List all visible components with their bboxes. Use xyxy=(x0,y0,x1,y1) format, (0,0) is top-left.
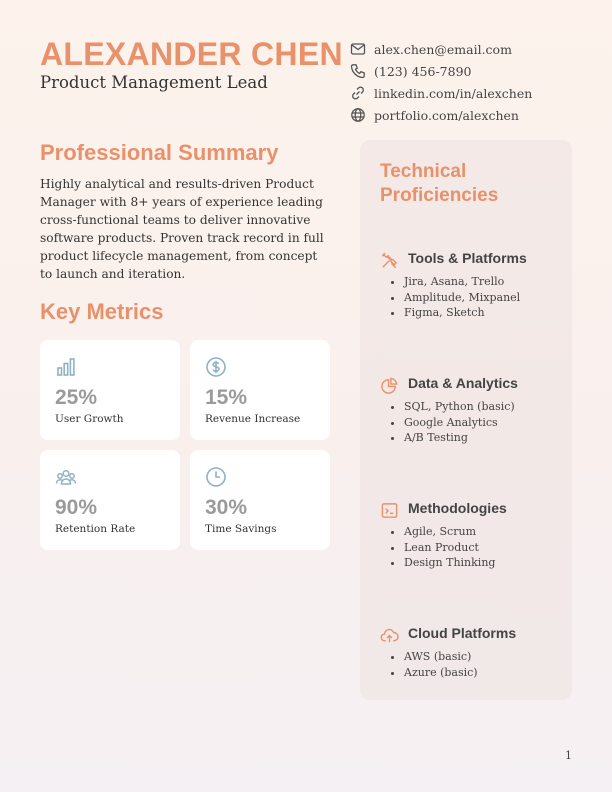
terminal-icon xyxy=(380,501,399,520)
contact-linkedin[interactable] xyxy=(350,82,580,104)
candidate-name: ALEXANDER CHEN xyxy=(40,36,343,72)
technical-panel xyxy=(360,140,572,700)
globe-icon xyxy=(350,107,366,123)
cloud-upload-icon xyxy=(380,626,399,645)
envelope-icon xyxy=(350,41,366,57)
contact-phone[interactable] xyxy=(350,60,580,82)
metric-label: Retention Rate xyxy=(55,523,136,535)
metric-label: Time Savings xyxy=(205,523,277,535)
contact-email[interactable] xyxy=(350,38,580,60)
category-list xyxy=(380,274,565,321)
summary-title: Professional Summary xyxy=(40,140,279,165)
phone-text: (123) 456-7890 xyxy=(374,63,472,79)
technical-title: Technical Proficiencies xyxy=(380,161,499,206)
bar-chart-icon xyxy=(55,356,77,378)
category-cloud xyxy=(380,623,565,680)
category-name: Data & Analytics xyxy=(408,375,518,391)
pie-chart-icon xyxy=(380,376,399,395)
metric-card-retention xyxy=(40,450,180,550)
metric-card-revenue xyxy=(190,340,330,440)
email-text: alex.chen@email.com xyxy=(374,41,512,57)
list-item: • A/B Testing xyxy=(404,430,565,446)
category-name: Tools & Platforms xyxy=(408,250,527,266)
summary-text: Highly analytical and results-driven Product Manager with 8+ years of experience leading cross-functional teams to deliver innovative software products. Proven track record in full product lifecycle management, from concept to launch and iteration. xyxy=(40,177,324,281)
metric-value: 30% xyxy=(205,496,248,519)
metric-label: Revenue Increase xyxy=(205,413,301,425)
list-item: • SQL, Python (basic) xyxy=(404,399,565,415)
list-item: • Amplitude, Mixpanel xyxy=(404,290,565,306)
list-item: • Agile, Scrum xyxy=(404,524,565,540)
dollar-circle-icon xyxy=(205,356,227,378)
category-list xyxy=(380,524,565,571)
category-tools xyxy=(380,248,565,321)
category-list xyxy=(380,399,565,446)
list-item: • Google Analytics xyxy=(404,415,565,431)
tools-icon xyxy=(380,251,399,270)
metric-label: User Growth xyxy=(55,413,124,425)
list-item: • AWS (basic) xyxy=(404,649,565,665)
link-icon xyxy=(350,85,366,101)
list-item: • Azure (basic) xyxy=(404,665,565,681)
candidate-role: Product Management Lead xyxy=(40,73,268,92)
users-icon xyxy=(55,466,77,488)
metric-card-user-growth xyxy=(40,340,180,440)
metrics-title: Key Metrics xyxy=(40,299,164,324)
category-list xyxy=(380,649,565,680)
metric-card-time-savings xyxy=(190,450,330,550)
metric-value: 15% xyxy=(205,386,248,409)
list-item: • Jira, Asana, Trello xyxy=(404,274,565,290)
category-methodologies xyxy=(380,498,565,571)
category-name: Methodologies xyxy=(408,500,507,516)
clock-icon xyxy=(205,466,227,488)
contact-portfolio[interactable] xyxy=(350,104,580,126)
category-name: Cloud Platforms xyxy=(408,625,517,641)
phone-icon xyxy=(350,63,366,79)
metric-value: 90% xyxy=(55,496,98,519)
page-number: 1 xyxy=(565,749,572,762)
list-item: • Lean Product xyxy=(404,540,565,556)
list-item: • Design Thinking xyxy=(404,555,565,571)
linkedin-text: linkedin.com/in/alexchen xyxy=(374,85,533,101)
metric-value: 25% xyxy=(55,386,98,409)
contact-list xyxy=(350,38,580,126)
portfolio-text: portfolio.com/alexchen xyxy=(374,107,519,123)
category-data xyxy=(380,373,565,446)
list-item: • Figma, Sketch xyxy=(404,305,565,321)
